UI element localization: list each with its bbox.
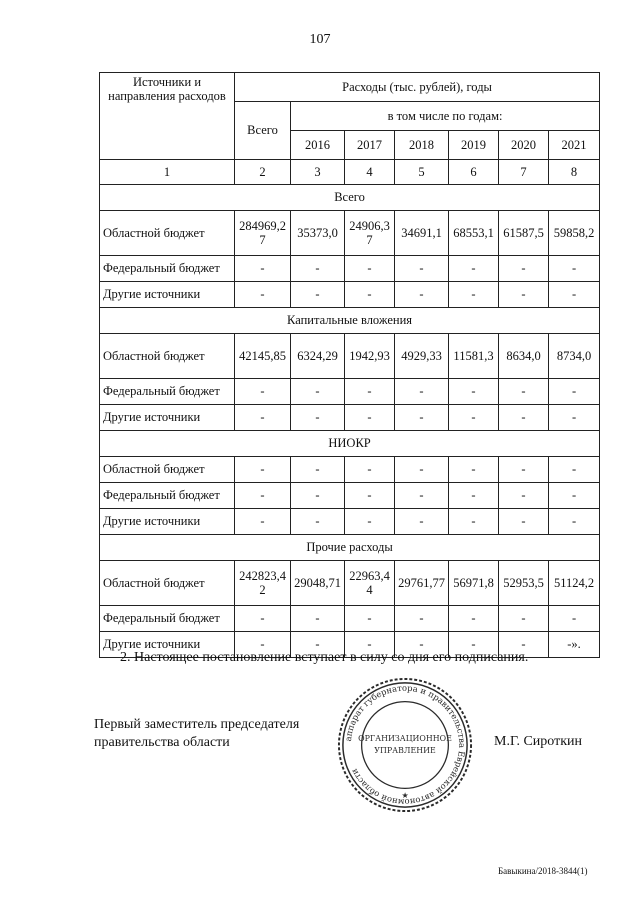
row-value: - [345, 457, 395, 483]
row-value: - [549, 256, 600, 282]
row-value: - [549, 379, 600, 405]
row-value: 11581,3 [449, 334, 499, 379]
row-value: - [291, 282, 345, 308]
table-row [100, 606, 600, 632]
row-value: - [449, 282, 499, 308]
stamp-star-icon: ★ [401, 791, 409, 801]
column-index-0: 1 [100, 160, 235, 185]
table-row [100, 282, 600, 308]
document-reference: Бавыкина/2018-3844(1) [498, 866, 588, 876]
table-row [100, 457, 600, 483]
row-value: -». [549, 632, 600, 658]
section-title: НИОКР [100, 431, 600, 457]
header-by-year: в том числе по годам: [291, 102, 600, 131]
table-row [100, 379, 600, 405]
row-value: 284969,27 [235, 211, 291, 256]
row-label: Федеральный бюджет [100, 256, 235, 282]
header-year-2: 2018 [395, 131, 449, 160]
row-value: - [449, 256, 499, 282]
row-value: - [235, 379, 291, 405]
row-value: 24906,37 [345, 211, 395, 256]
column-index-2: 3 [291, 160, 345, 185]
row-value: - [549, 509, 600, 535]
stamp-ring-text: аппарат губернатора и правительства Еврейской автономной области [342, 682, 468, 808]
row-value: - [235, 509, 291, 535]
column-index-1: 2 [235, 160, 291, 185]
row-value: - [449, 483, 499, 509]
section-title: Прочие расходы [100, 535, 600, 561]
row-value: - [235, 405, 291, 431]
row-value: - [291, 457, 345, 483]
row-value: - [449, 405, 499, 431]
row-value: - [549, 606, 600, 632]
row-label: Областной бюджет [100, 334, 235, 379]
row-value: - [345, 405, 395, 431]
row-value: - [499, 379, 549, 405]
row-value: - [499, 509, 549, 535]
row-label: Другие источники [100, 632, 235, 658]
row-value: - [235, 632, 291, 658]
row-value: - [345, 509, 395, 535]
row-value: - [499, 606, 549, 632]
row-value: - [291, 256, 345, 282]
row-value: - [345, 282, 395, 308]
signatory-name: М.Г. Сироткин [494, 734, 583, 749]
row-value: 51124,2 [549, 561, 600, 606]
row-value: 52953,5 [499, 561, 549, 606]
row-value: - [549, 282, 600, 308]
header-year-0: 2016 [291, 131, 345, 160]
row-value: - [345, 256, 395, 282]
row-value: - [291, 379, 345, 405]
table-row [100, 405, 600, 431]
column-index-row [100, 160, 600, 185]
section-title: Всего [100, 185, 600, 211]
table-row [100, 561, 600, 606]
table-row [100, 211, 600, 256]
row-value: 34691,1 [395, 211, 449, 256]
row-value: 8634,0 [499, 334, 549, 379]
signatory-title-line2: правительства области [94, 735, 230, 750]
row-value: - [449, 457, 499, 483]
row-value: - [235, 483, 291, 509]
signatory-title [94, 716, 299, 752]
table-row [100, 483, 600, 509]
column-index-6: 7 [499, 160, 549, 185]
row-value: - [235, 457, 291, 483]
section-title: Капитальные вложения [100, 308, 600, 334]
row-value: - [499, 632, 549, 658]
row-value: - [549, 483, 600, 509]
header-expenses: Расходы (тыс. рублей), годы [235, 73, 600, 102]
row-value: - [449, 606, 499, 632]
row-value: - [345, 606, 395, 632]
column-index-4: 5 [395, 160, 449, 185]
row-value: - [235, 256, 291, 282]
header-year-1: 2017 [345, 131, 395, 160]
official-stamp [336, 676, 474, 814]
page-number: 107 [309, 32, 331, 47]
row-value: - [395, 483, 449, 509]
row-value: - [395, 405, 449, 431]
expenses-table [99, 72, 600, 658]
header-sources: Источники и направления расходов [100, 73, 235, 160]
header-total: Всего [235, 102, 291, 160]
row-value: 68553,1 [449, 211, 499, 256]
row-value: - [449, 509, 499, 535]
row-value: 42145,85 [235, 334, 291, 379]
row-value: 29761,77 [395, 561, 449, 606]
row-label: Областной бюджет [100, 457, 235, 483]
row-value: - [499, 282, 549, 308]
row-value: - [345, 632, 395, 658]
row-label: Другие источники [100, 282, 235, 308]
row-value: 59858,2 [549, 211, 600, 256]
row-value: - [395, 379, 449, 405]
header-year-3: 2019 [449, 131, 499, 160]
row-value: 242823,42 [235, 561, 291, 606]
header-year-5: 2021 [549, 131, 600, 160]
row-value: - [235, 606, 291, 632]
row-value: - [499, 457, 549, 483]
row-value: 29048,71 [291, 561, 345, 606]
stamp-center-line2: УПРАВЛЕНИЕ [374, 745, 436, 755]
section-header-row [100, 185, 600, 211]
column-index-7: 8 [549, 160, 600, 185]
row-value: - [235, 282, 291, 308]
row-label: Федеральный бюджет [100, 379, 235, 405]
row-value: - [291, 606, 345, 632]
row-value: - [291, 632, 345, 658]
row-value: - [449, 379, 499, 405]
row-value: - [395, 457, 449, 483]
row-value: 61587,5 [499, 211, 549, 256]
section-header-row [100, 431, 600, 457]
row-value: 4929,33 [395, 334, 449, 379]
row-value: - [395, 606, 449, 632]
row-label: Другие источники [100, 509, 235, 535]
row-value: - [395, 509, 449, 535]
row-value: - [549, 457, 600, 483]
row-value: 8734,0 [549, 334, 600, 379]
row-label: Федеральный бюджет [100, 483, 235, 509]
row-value: - [345, 379, 395, 405]
row-value: 35373,0 [291, 211, 345, 256]
section-header-row [100, 535, 600, 561]
column-index-5: 6 [449, 160, 499, 185]
row-value: - [291, 509, 345, 535]
signatory-title-line1: Первый заместитель председателя [94, 717, 300, 732]
effective-date-clause: 2. Настоящее постановление вступает в силу со дня его подписания. [120, 650, 529, 665]
row-value: 56971,8 [449, 561, 499, 606]
row-label: Областной бюджет [100, 211, 235, 256]
table-row [100, 334, 600, 379]
row-value: - [499, 405, 549, 431]
row-value: 1942,93 [345, 334, 395, 379]
row-value: 22963,44 [345, 561, 395, 606]
row-value: - [291, 483, 345, 509]
row-value: - [395, 282, 449, 308]
row-label: Федеральный бюджет [100, 606, 235, 632]
row-value: - [549, 405, 600, 431]
row-label: Другие источники [100, 405, 235, 431]
stamp-center-line1: ОРГАНИЗАЦИОННОЕ [358, 734, 452, 744]
row-value: - [395, 256, 449, 282]
column-index-3: 4 [345, 160, 395, 185]
row-value: - [291, 405, 345, 431]
row-value: 6324,29 [291, 334, 345, 379]
row-value: - [395, 632, 449, 658]
table-row [100, 256, 600, 282]
table-row [100, 509, 600, 535]
section-header-row [100, 308, 600, 334]
row-value: - [345, 483, 395, 509]
row-value: - [499, 483, 549, 509]
row-value: - [499, 256, 549, 282]
row-value: - [449, 632, 499, 658]
header-year-4: 2020 [499, 131, 549, 160]
row-label: Областной бюджет [100, 561, 235, 606]
